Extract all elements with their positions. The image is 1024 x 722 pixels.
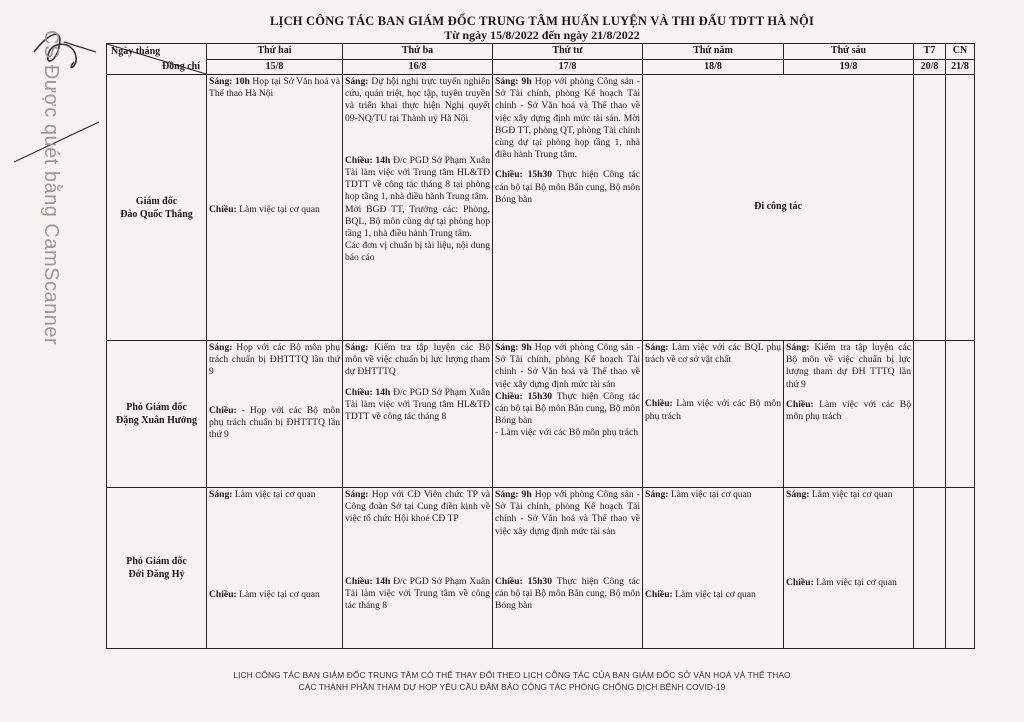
day-name-tue: Thứ ba	[343, 44, 493, 60]
page-subtitle: Từ ngày 15/8/2022 đến ngày 21/8/2022	[444, 28, 640, 42]
header-row-dates	[107, 59, 975, 75]
schedule-cell-sun	[946, 341, 975, 488]
person-cell	[107, 75, 207, 341]
schedule-cell-wed: Sáng: 9h Họp với phòng Công sản - Sở Tài chính, phòng Kế hoạch Tài chính - Sở Văn hoá và Thể thao về việc xây dựng định mức tài sản Chiều: 15h30 Thực hiện Công tác cán bộ tại Bộ môn Bắn cung, Bộ môn Bóng bàn	[493, 488, 643, 649]
schedule-cell-thu: Sáng: Làm việc với các BQL phụ trách về cơ sở vật chất Chiều: Làm việc với các Bộ môn phụ trách	[643, 341, 784, 488]
day-name-fri: Thứ sáu	[784, 44, 914, 60]
day-date-sat: 20/8	[914, 59, 946, 75]
schedule-cell-sun	[946, 488, 975, 649]
table-row	[107, 341, 975, 488]
day-name-sat: T7	[914, 44, 946, 60]
schedule-cell-wed: Sáng: 9h Họp với phòng Công sản - Sở Tài chính, phòng Kế hoạch Tài chính - Sở Văn hoá và Thể thao về việc xây dựng định mức tài sản. Mời BGĐ TT, phòng QT, phòng Tài chính cùng dự tại phòng họp tầng 1, nhà điều hành Trung tâm. Chiều: 15h30 Thực hiện Công tác cán bộ tại Bộ môn Bắn cung, Bộ môn Bóng bàn	[493, 75, 643, 341]
day-date-mon: 15/8	[207, 59, 343, 75]
schedule-table	[106, 43, 975, 649]
schedule-cell-fri: Sáng: Kiểm tra tập luyện các Bộ môn về việc chuẩn bị lực lượng tham dự ĐH TTTQ lần thứ 9 Chiều: Làm việc với các Bộ môn phụ trách	[784, 341, 914, 488]
footer-note-2: CÁC THÀNH PHẦN THAM DỰ HỌP YÊU CẦU ĐẢM BẢO CÔNG TÁC PHÒNG CHỐNG DỊCH BỆNH COVID-19	[298, 682, 726, 692]
person-cell	[107, 341, 207, 488]
schedule-cell-thu-fri: Đi công tác	[643, 75, 914, 341]
person-title: Phó Giám đốc	[126, 402, 187, 413]
person-name: Đới Đăng Hỷ	[128, 569, 185, 580]
person-name: Đặng Xuân Hưởng	[115, 415, 197, 426]
person-name: Đào Quốc Thắng	[120, 208, 193, 220]
corner-person-label: Đồng chí	[161, 60, 200, 72]
day-name-wed: Thứ tư	[493, 44, 643, 60]
person-title: Giám đốc	[135, 195, 178, 207]
day-date-wed: 17/8	[493, 59, 643, 75]
schedule-cell-fri: Sáng: Làm việc tại cơ quan Chiều: Làm việc tại cơ quan	[784, 488, 914, 649]
page-title: LỊCH CÔNG TÁC BAN GIÁM ĐỐC TRUNG TÂM HUẤN LUYỆN VÀ THI ĐẤU TDTT HÀ NỘI	[269, 14, 815, 28]
schedule-cell-tue: Sáng: Dự hội nghị trực tuyến nghiên cứu, quán triệt, học tập, tuyên truyền và triển khai thực hiện Nghị quyết 09-NQ/TU tại Thành uỷ Hà Nội Chiều: 14h Đ/c PGD Sở Phạm Xuân Tài làm việc với Trung tâm HL&TĐ TDTT về công tác tháng 8 tại phòng họp tầng 1, nhà điều hành Trung tâm. Mời BGĐ TT, Trưởng các: Phòng, BQL, Bộ môn cùng dự tại phòng họp tầng 1, nhà điều hành Trung tâm. Các đơn vị chuẩn bị tài liệu, nội dung báo cáo	[343, 75, 493, 341]
scanner-watermark: CS Được quét bằng CamScanner	[40, 30, 62, 346]
person-cell	[107, 488, 207, 649]
day-date-sun: 21/8	[946, 59, 975, 75]
person-title: Phó Giám đốc	[126, 556, 187, 567]
corner-cell	[107, 44, 207, 75]
schedule-cell-sun	[946, 75, 975, 341]
schedule-cell-mon: Sáng: 10h Họp tại Sở Văn hoá và Thể thao Hà Nội Chiều: Làm việc tại cơ quan	[207, 75, 343, 341]
schedule-cell-tue: Sáng: Kiểm tra tập luyện các Bộ môn về việc chuẩn bị lực lượng tham dự ĐHTTTQ Chiều: 14h Đ/c PGD Sở Phạm Xuân Tài làm việc với Trung tâm HL&TĐ TDTT về công tác tháng 8	[343, 341, 493, 488]
schedule-cell-wed: Sáng: 9h Họp với phòng Công sản - Sở Tài chính, phòng Kế hoạch Tài chính - Sở Văn hoá và Thể thao về việc xây dựng định mức tài sản Chiều: 15h30 Thực hiện Công tác cán bộ tại Bộ môn Bắn cung, Bộ môn Bóng bàn - Làm việc với các Bộ môn phụ trách	[493, 341, 643, 488]
corner-date-label: Ngày tháng	[111, 46, 161, 57]
table-row	[107, 488, 975, 649]
table-row	[107, 75, 975, 341]
schedule-cell-thu: Sáng: Làm việc tại cơ quan Chiều: Làm việc tại cơ quan	[643, 488, 784, 649]
day-date-fri: 19/8	[784, 59, 914, 75]
schedule-cell-sat	[914, 341, 946, 488]
day-name-mon: Thứ hai	[207, 44, 343, 60]
schedule-cell-mon: Sáng: Họp với các Bộ môn phụ trách chuẩn bị ĐHTTTQ lần thứ 9 Chiều: - Họp với các Bộ môn phụ trách chuẩn bị ĐHTTTQ lần thứ 9	[207, 341, 343, 488]
schedule-cell-sat	[914, 488, 946, 649]
schedule-cell-mon: Sáng: Làm việc tại cơ quan Chiều: Làm việc tại cơ quan	[207, 488, 343, 649]
schedule-cell-sat	[914, 75, 946, 341]
header-row-days	[107, 44, 975, 60]
footer-note-1: LỊCH CÔNG TÁC BAN GIÁM ĐỐC TRUNG TÂM CÓ THỂ THAY ĐỔI THEO LỊCH CÔNG TÁC CỦA BAN GIÁM ĐỐC SỞ VĂN HOÁ VÀ THỂ THAO	[233, 670, 791, 680]
day-date-thu: 18/8	[643, 59, 784, 75]
day-name-sun: CN	[946, 44, 975, 60]
day-name-thu: Thứ năm	[643, 44, 784, 60]
schedule-cell-tue: Sáng: Họp với CĐ Viên chức TP và Công đoàn Sở tại Cung điền kinh về việc tổ chức Hội khoẻ CĐ TP Chiều: 14h Đ/c PGD Sở Phạm Xuân Tài làm việc với Trung tâm về công tác tháng 8	[343, 488, 493, 649]
day-date-tue: 16/8	[343, 59, 493, 75]
